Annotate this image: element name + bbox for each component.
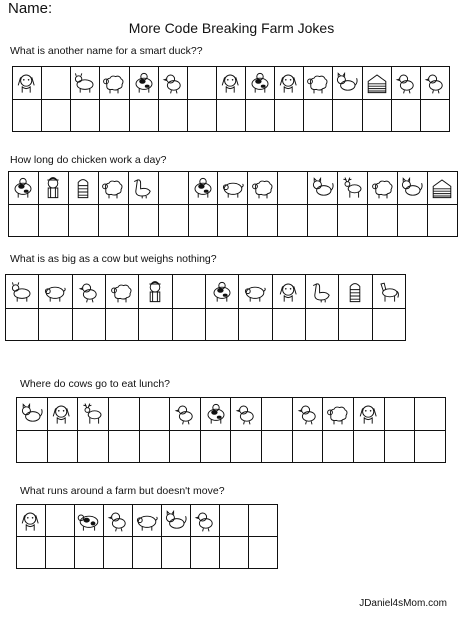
- code-grid: [16, 504, 278, 569]
- picture-cell: [78, 398, 109, 431]
- answer-cell[interactable]: [100, 100, 129, 132]
- dog-icon: [219, 71, 243, 95]
- sheep-icon: [110, 280, 134, 304]
- picture-cell: [100, 67, 129, 100]
- picture-cell: [46, 505, 75, 537]
- chick-icon: [193, 509, 217, 533]
- picture-cell: [139, 398, 170, 431]
- cat-icon: [164, 509, 188, 533]
- picture-cell: [68, 172, 98, 205]
- picture-cell: [105, 275, 138, 309]
- pig-icon: [135, 509, 159, 533]
- code-grid: [16, 397, 446, 463]
- picture-cell: [47, 398, 78, 431]
- answer-cell[interactable]: [308, 205, 338, 237]
- picture-cell: [304, 67, 333, 100]
- dog-icon: [15, 71, 39, 95]
- answer-cell[interactable]: [292, 431, 323, 463]
- picture-cell: [42, 67, 71, 100]
- answer-cell[interactable]: [108, 431, 139, 463]
- question-text: What is another name for a smart duck??: [10, 45, 203, 57]
- answer-row: [17, 431, 446, 463]
- answer-row: [6, 309, 406, 341]
- answer-cell[interactable]: [305, 309, 338, 341]
- cat-icon: [400, 176, 424, 200]
- answer-cell[interactable]: [105, 309, 138, 341]
- answer-cell[interactable]: [129, 100, 158, 132]
- answer-cell[interactable]: [172, 309, 205, 341]
- answer-cell[interactable]: [262, 431, 293, 463]
- picture-cell: [200, 398, 231, 431]
- deer-icon: [341, 176, 365, 200]
- picture-cell: [158, 67, 187, 100]
- picture-cell: [191, 505, 220, 537]
- answer-cell[interactable]: [304, 100, 333, 132]
- silo-icon: [71, 176, 95, 200]
- picture-cell: [354, 398, 385, 431]
- answer-cell[interactable]: [372, 309, 405, 341]
- picture-cell: [262, 398, 293, 431]
- picture-cell: [323, 398, 354, 431]
- cat-icon: [335, 71, 359, 95]
- picture-cell: [248, 172, 278, 205]
- cow-spotted-icon: [77, 509, 101, 533]
- answer-cell[interactable]: [391, 100, 420, 132]
- question-text: How long do chicken work a day?: [10, 154, 167, 166]
- picture-cell: [139, 275, 172, 309]
- sheep-icon: [371, 176, 395, 200]
- chick-icon: [161, 71, 185, 95]
- picture-cell: [272, 275, 305, 309]
- answer-row: [9, 205, 458, 237]
- answer-cell[interactable]: [248, 205, 278, 237]
- answer-cell[interactable]: [323, 431, 354, 463]
- answer-cell[interactable]: [46, 537, 75, 569]
- goose-icon: [310, 280, 334, 304]
- picture-cell: [218, 172, 248, 205]
- picture-cell: [13, 67, 42, 100]
- goose-icon: [131, 176, 155, 200]
- picture-cell: [104, 505, 133, 537]
- code-grid: [8, 171, 458, 237]
- page-title: More Code Breaking Farm Jokes: [128, 20, 335, 36]
- picture-cell: [427, 172, 457, 205]
- answer-cell[interactable]: [6, 309, 39, 341]
- answer-cell[interactable]: [71, 100, 100, 132]
- picture-cell: [239, 275, 272, 309]
- answer-cell[interactable]: [354, 431, 385, 463]
- picture-cell: [384, 398, 415, 431]
- picture-cell: [372, 275, 405, 309]
- cow-icon: [73, 71, 97, 95]
- answer-cell[interactable]: [9, 205, 39, 237]
- picture-cell: [397, 172, 427, 205]
- answer-cell[interactable]: [139, 431, 170, 463]
- dog-icon: [19, 509, 43, 533]
- pig-icon: [221, 176, 245, 200]
- answer-cell[interactable]: [246, 100, 275, 132]
- answer-cell[interactable]: [427, 205, 457, 237]
- answer-cell[interactable]: [339, 309, 372, 341]
- answer-cell[interactable]: [98, 205, 128, 237]
- answer-cell[interactable]: [368, 205, 398, 237]
- answer-cell[interactable]: [272, 309, 305, 341]
- answer-cell[interactable]: [162, 537, 191, 569]
- picture-row: [17, 505, 278, 537]
- silo-icon: [343, 280, 367, 304]
- barn-icon: [365, 71, 389, 95]
- pig-spotted-icon: [11, 176, 35, 200]
- picture-row: [6, 275, 406, 309]
- answer-cell[interactable]: [68, 205, 98, 237]
- picture-cell: [108, 398, 139, 431]
- sheep-icon: [251, 176, 275, 200]
- picture-cell: [98, 172, 128, 205]
- answer-cell[interactable]: [13, 100, 42, 132]
- picture-cell: [308, 172, 338, 205]
- farmer-icon: [143, 280, 167, 304]
- picture-cell: [188, 172, 218, 205]
- pig-spotted-icon: [191, 176, 215, 200]
- picture-cell: [38, 172, 68, 205]
- cow-icon: [10, 280, 34, 304]
- answer-cell[interactable]: [420, 100, 449, 132]
- cat-icon: [311, 176, 335, 200]
- answer-cell[interactable]: [384, 431, 415, 463]
- picture-cell: [305, 275, 338, 309]
- picture-cell: [415, 398, 446, 431]
- chick-icon: [394, 71, 418, 95]
- sheep-icon: [306, 71, 330, 95]
- dog-icon: [50, 402, 74, 426]
- answer-cell[interactable]: [275, 100, 304, 132]
- answer-cell[interactable]: [187, 100, 216, 132]
- picture-cell: [216, 67, 245, 100]
- code-grid: [12, 66, 450, 132]
- answer-cell[interactable]: [78, 431, 109, 463]
- question-text: What runs around a farm but doesn't move?: [20, 485, 225, 497]
- picture-cell: [249, 505, 278, 537]
- answer-cell[interactable]: [42, 100, 71, 132]
- answer-cell[interactable]: [191, 537, 220, 569]
- answer-cell[interactable]: [139, 309, 172, 341]
- horse-icon: [377, 280, 401, 304]
- chick-icon: [173, 402, 197, 426]
- answer-cell[interactable]: [158, 100, 187, 132]
- answer-cell[interactable]: [17, 431, 48, 463]
- answer-cell[interactable]: [415, 431, 446, 463]
- picture-cell: [362, 67, 391, 100]
- answer-cell[interactable]: [362, 100, 391, 132]
- answer-row: [17, 537, 278, 569]
- picture-cell: [368, 172, 398, 205]
- picture-cell: [172, 275, 205, 309]
- answer-cell[interactable]: [17, 537, 46, 569]
- picture-cell: [133, 505, 162, 537]
- answer-cell[interactable]: [170, 431, 201, 463]
- chick-icon: [106, 509, 130, 533]
- picture-cell: [187, 67, 216, 100]
- picture-cell: [338, 172, 368, 205]
- picture-cell: [391, 67, 420, 100]
- answer-cell[interactable]: [104, 537, 133, 569]
- cat-icon: [20, 402, 44, 426]
- picture-cell: [6, 275, 39, 309]
- answer-cell[interactable]: [231, 431, 262, 463]
- farmer-icon: [41, 176, 65, 200]
- picture-cell: [292, 398, 323, 431]
- pig-spotted-icon: [204, 402, 228, 426]
- chick-icon: [234, 402, 258, 426]
- pig-spotted-icon: [132, 71, 156, 95]
- answer-cell[interactable]: [397, 205, 427, 237]
- pig-spotted-icon: [248, 71, 272, 95]
- pig-spotted-icon: [210, 280, 234, 304]
- answer-cell[interactable]: [249, 537, 278, 569]
- picture-cell: [162, 505, 191, 537]
- picture-cell: [17, 398, 48, 431]
- chick-icon: [77, 280, 101, 304]
- picture-cell: [75, 505, 104, 537]
- answer-cell[interactable]: [38, 205, 68, 237]
- sheep-icon: [326, 402, 350, 426]
- picture-cell: [420, 67, 449, 100]
- chick-icon: [296, 402, 320, 426]
- answer-cell[interactable]: [72, 309, 105, 341]
- answer-cell[interactable]: [158, 205, 188, 237]
- pig-icon: [43, 280, 67, 304]
- footer-credit: JDaniel4sMom.com: [359, 598, 447, 609]
- code-grid: [5, 274, 406, 341]
- picture-cell: [275, 67, 304, 100]
- picture-cell: [246, 67, 275, 100]
- answer-cell[interactable]: [278, 205, 308, 237]
- dog-icon: [277, 71, 301, 95]
- barn-icon: [430, 176, 454, 200]
- answer-cell[interactable]: [47, 431, 78, 463]
- answer-cell[interactable]: [239, 309, 272, 341]
- name-label: Name:: [8, 0, 53, 17]
- question-text: What is as big as a cow but weighs nothing?: [10, 253, 217, 265]
- picture-cell: [339, 275, 372, 309]
- picture-cell: [128, 172, 158, 205]
- picture-cell: [129, 67, 158, 100]
- answer-cell[interactable]: [218, 205, 248, 237]
- sheep-icon: [102, 71, 126, 95]
- answer-cell[interactable]: [133, 537, 162, 569]
- answer-cell[interactable]: [216, 100, 245, 132]
- answer-cell[interactable]: [205, 309, 238, 341]
- picture-row: [9, 172, 458, 205]
- picture-cell: [72, 275, 105, 309]
- picture-row: [17, 398, 446, 431]
- pig-icon: [243, 280, 267, 304]
- chick-icon: [423, 71, 447, 95]
- picture-cell: [71, 67, 100, 100]
- picture-cell: [333, 67, 362, 100]
- answer-row: [13, 100, 450, 132]
- answer-cell[interactable]: [188, 205, 218, 237]
- dog-icon: [277, 280, 301, 304]
- sheep-icon: [101, 176, 125, 200]
- picture-cell: [17, 505, 46, 537]
- dog-icon: [357, 402, 381, 426]
- picture-cell: [170, 398, 201, 431]
- answer-cell[interactable]: [128, 205, 158, 237]
- picture-row: [13, 67, 450, 100]
- picture-cell: [231, 398, 262, 431]
- picture-cell: [158, 172, 188, 205]
- answer-cell[interactable]: [200, 431, 231, 463]
- answer-cell[interactable]: [338, 205, 368, 237]
- picture-cell: [9, 172, 39, 205]
- answer-cell[interactable]: [220, 537, 249, 569]
- answer-cell[interactable]: [75, 537, 104, 569]
- picture-cell: [205, 275, 238, 309]
- question-text: Where do cows go to eat lunch?: [20, 378, 171, 390]
- answer-cell[interactable]: [333, 100, 362, 132]
- picture-cell: [278, 172, 308, 205]
- answer-cell[interactable]: [39, 309, 72, 341]
- picture-cell: [220, 505, 249, 537]
- picture-cell: [39, 275, 72, 309]
- deer-icon: [81, 402, 105, 426]
